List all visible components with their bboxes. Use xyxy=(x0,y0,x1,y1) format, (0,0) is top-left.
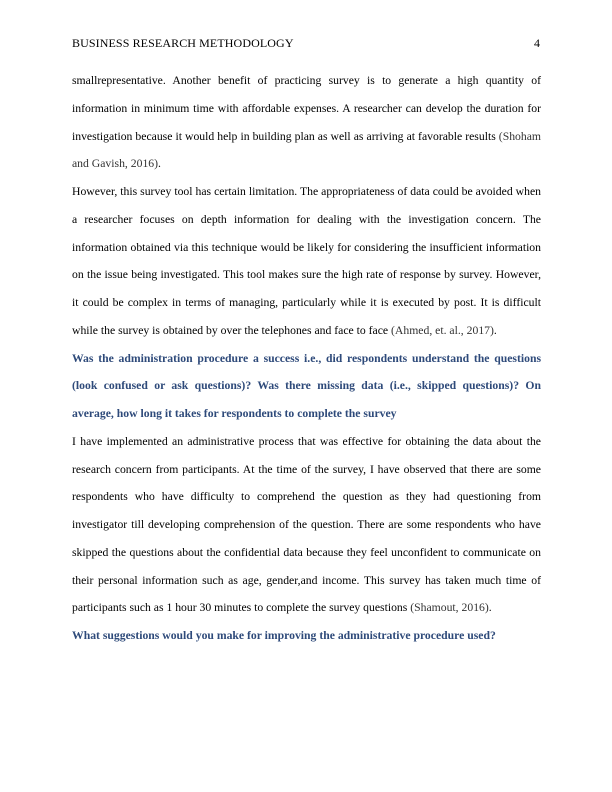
paragraph-text: I have implemented an administrative process that was effective for obtaining the data about the research concern from participants. At the time of the survey, I have observed that there are some respondents who have difficulty to comprehend the question as they had questioning from investigator till developing comprehension of the question. There are some respondents who have skipped the questions about the confidential data because they feel unconfident to communicate on their personal information such as age, gender,and income. This survey has taken much time of participants such as 1 hour 30 minutes to complete the survey questions xyxy=(72,434,541,615)
paragraph-end: . xyxy=(488,601,492,615)
paragraph-end: . xyxy=(493,323,497,337)
running-header xyxy=(72,35,540,51)
paragraph-survey-benefits xyxy=(72,67,541,178)
document-body xyxy=(72,67,541,650)
paragraph-administration-process xyxy=(72,428,541,622)
citation: (Shamout, 2016) xyxy=(410,601,489,615)
page-number: 4 xyxy=(534,36,540,50)
paragraph-end: . xyxy=(158,157,161,171)
citation: (Ahmed, et. al., 2017) xyxy=(391,323,494,337)
section-heading-administration: Was the administration procedure a success i.e., did respondents understand the questions (look confused or ask questions)? Was there missing data (i.e., skipped questions)? On average, how long it takes for respondents to complete the survey xyxy=(72,351,541,420)
header-title: BUSINESS RESEARCH METHODOLOGY xyxy=(72,36,294,50)
section-heading-suggestions: What suggestions would you make for improving the administrative procedure used? xyxy=(72,629,496,642)
paragraph-survey-limitations xyxy=(72,178,541,345)
paragraph-text: smallrepresentative. Another benefit of practicing survey is to generate a high quantity of information in minimum time with affordable expenses. A researcher can develop the duration for investigation because it would help in building plan as well as arriving at favorable results xyxy=(72,74,541,143)
paragraph-text: However, this survey tool has certain limitation. The appropriateness of data could be avoided when a researcher focuses on depth information for dealing with the investigation concern. The information obtained via this technique would be likely for considering the insufficient information on the issue being investigated. This tool makes sure the high rate of response by survey. However, it could be complex in terms of managing, particularly while it is executed by post. It is difficult while the survey is obtained by over the telephones and face to face xyxy=(72,185,541,337)
citation: (Shoham and Gavish, 2016) xyxy=(72,129,541,171)
